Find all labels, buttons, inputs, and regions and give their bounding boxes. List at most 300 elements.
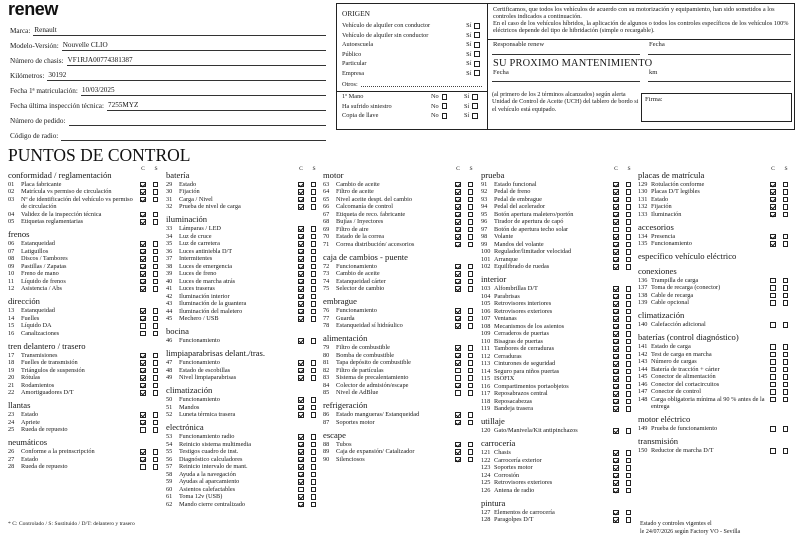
item-label: Líquido DA bbox=[21, 322, 52, 329]
c-checkbox bbox=[455, 182, 461, 188]
section-title: interior bbox=[481, 274, 507, 284]
item-label: Estanqueidad bbox=[21, 240, 55, 247]
c-checkbox bbox=[613, 212, 619, 218]
item-label: Luneta térmica trasera bbox=[179, 411, 236, 418]
item-checkboxes bbox=[613, 293, 632, 300]
item-label: Soportes motor bbox=[336, 418, 375, 426]
item-number: 102 bbox=[481, 263, 491, 270]
checklist-section bbox=[481, 274, 636, 413]
item-number: 10 bbox=[8, 270, 15, 277]
item-number: 63 bbox=[323, 180, 330, 188]
yes-checkbox bbox=[474, 70, 480, 76]
c-checkbox bbox=[455, 271, 461, 277]
c-checkbox bbox=[298, 301, 304, 307]
checklist-item bbox=[166, 448, 321, 456]
c-checkbox bbox=[613, 465, 619, 471]
item-checkboxes bbox=[613, 375, 632, 382]
item-number: 79 bbox=[323, 344, 330, 351]
item-checkboxes bbox=[613, 345, 632, 352]
c-checkbox bbox=[770, 344, 776, 350]
item-checkboxes bbox=[455, 233, 474, 240]
item-checkboxes bbox=[770, 373, 789, 380]
item-checkboxes bbox=[770, 292, 789, 299]
item-number: 126 bbox=[481, 486, 491, 494]
checklist-item bbox=[481, 398, 636, 406]
item-checkboxes bbox=[298, 374, 317, 381]
item-label: Chasis bbox=[494, 449, 511, 456]
origen-question-no bbox=[431, 92, 447, 102]
section-title: caja de cambios - puente bbox=[323, 251, 408, 262]
item-label: Estanqueidad sí hidráulico bbox=[336, 322, 403, 329]
origen-option-yes bbox=[466, 59, 480, 69]
item-label: Cable de recarga bbox=[651, 291, 694, 299]
c-checkbox bbox=[298, 249, 304, 255]
checklist-item bbox=[323, 322, 478, 330]
item-label: Amortiguadores D/T bbox=[21, 389, 74, 396]
checklist-item bbox=[8, 456, 163, 464]
item-checkboxes bbox=[298, 188, 317, 195]
vehicle-field-label: Marca: bbox=[10, 27, 31, 35]
origen-question-label: Copia de llave bbox=[342, 112, 379, 119]
item-number: 17 bbox=[8, 351, 15, 359]
c-checkbox bbox=[613, 406, 619, 412]
item-checkboxes bbox=[298, 203, 317, 210]
item-checkboxes bbox=[455, 263, 474, 270]
checklist-item bbox=[166, 337, 321, 345]
check-header bbox=[770, 165, 789, 173]
item-checkboxes bbox=[298, 471, 317, 478]
checklist-section bbox=[323, 333, 478, 397]
c-checkbox bbox=[613, 354, 619, 360]
s-checkbox bbox=[311, 442, 317, 448]
checklist-item bbox=[481, 457, 636, 465]
origen-question bbox=[337, 111, 487, 121]
item-checkboxes bbox=[455, 226, 474, 233]
otros-field bbox=[342, 80, 482, 89]
item-checkboxes bbox=[455, 181, 474, 188]
c-checkbox bbox=[298, 316, 304, 322]
item-checkboxes bbox=[298, 367, 317, 374]
s-checkbox bbox=[153, 249, 159, 255]
item-number: 24 bbox=[8, 418, 15, 426]
checklist-item bbox=[481, 293, 636, 301]
s-checkbox bbox=[153, 219, 159, 225]
checklist-item bbox=[323, 352, 478, 360]
item-label: Matrícula vs permiso de circulación bbox=[21, 188, 112, 195]
item-label: Caja de expansión/ Catalizador bbox=[336, 448, 415, 455]
item-label: Estado de escobillas bbox=[179, 366, 231, 374]
c-checkbox bbox=[613, 219, 619, 225]
c-checkbox bbox=[140, 197, 146, 203]
c-checkbox bbox=[613, 309, 619, 315]
item-label: Fuelles bbox=[21, 314, 40, 322]
item-checkboxes bbox=[613, 323, 632, 330]
section-title: climatización bbox=[638, 310, 685, 320]
item-checkboxes bbox=[455, 278, 474, 285]
item-label: Mecanismos de los asientos bbox=[494, 322, 565, 330]
item-label: Antena de radio bbox=[494, 486, 535, 494]
origen-panel bbox=[337, 4, 488, 129]
origen-option bbox=[337, 69, 487, 79]
c-checkbox bbox=[455, 316, 461, 322]
page-title: PUNTOS DE CONTROL bbox=[8, 145, 191, 165]
s-checkbox bbox=[153, 420, 159, 426]
item-number: 88 bbox=[323, 440, 330, 448]
c-checkbox bbox=[770, 197, 776, 203]
c-checkbox bbox=[140, 360, 146, 366]
c-checkbox bbox=[298, 442, 304, 448]
item-label: Validez de la inspección técnica bbox=[21, 210, 102, 218]
checklist-item bbox=[166, 411, 321, 419]
c-checkbox bbox=[455, 360, 461, 366]
item-checkboxes bbox=[298, 486, 317, 493]
checklist-item bbox=[481, 263, 636, 271]
origen-question-yes bbox=[464, 92, 478, 102]
checklist-section bbox=[638, 222, 793, 248]
item-checkboxes bbox=[613, 449, 632, 456]
section-title: bocina bbox=[166, 326, 189, 336]
checklist-item bbox=[323, 233, 478, 241]
checklist-item bbox=[323, 226, 478, 234]
s-checkbox bbox=[153, 368, 159, 374]
c-checkbox bbox=[298, 182, 304, 188]
checklist-section bbox=[481, 498, 636, 524]
s-checkbox bbox=[311, 405, 317, 411]
item-checkboxes bbox=[770, 396, 789, 403]
c-checkbox bbox=[298, 434, 304, 440]
item-number: 128 bbox=[481, 516, 491, 523]
vehicle-field-label: Modelo-Versión: bbox=[10, 42, 59, 50]
checklist-section bbox=[166, 214, 321, 323]
item-number: 28 bbox=[8, 463, 15, 470]
check-header-s: S bbox=[784, 166, 788, 172]
item-number: 134 bbox=[638, 232, 648, 240]
item-label: Estado bbox=[179, 180, 197, 188]
checklist-section bbox=[481, 416, 636, 435]
checklist-item bbox=[166, 501, 321, 509]
item-number: 27 bbox=[8, 455, 15, 463]
item-number: 54 bbox=[166, 440, 173, 448]
c-checkbox bbox=[140, 189, 146, 195]
item-checkboxes bbox=[298, 404, 317, 411]
s-checkbox bbox=[153, 256, 159, 262]
no-label: No bbox=[431, 102, 439, 110]
s-checkbox bbox=[783, 189, 789, 195]
s-checkbox bbox=[783, 300, 789, 306]
checklist-section bbox=[8, 437, 163, 471]
check-header-s: S bbox=[154, 166, 158, 172]
c-checkbox bbox=[613, 488, 619, 494]
item-label: Trampilla de carga bbox=[651, 276, 699, 284]
item-number: 83 bbox=[323, 374, 330, 381]
c-checkbox bbox=[455, 353, 461, 359]
item-label: Freno de mano bbox=[21, 270, 59, 277]
item-number: 124 bbox=[481, 471, 491, 479]
s-checkbox bbox=[153, 412, 159, 418]
s-checkbox bbox=[311, 375, 317, 381]
check-header-s: S bbox=[312, 166, 316, 172]
item-label: Prueba de funcionamiento bbox=[651, 425, 718, 432]
s-checkbox bbox=[783, 359, 789, 365]
c-checkbox bbox=[770, 189, 776, 195]
c-checkbox bbox=[613, 331, 619, 337]
checklist-item bbox=[323, 270, 478, 278]
checklist-item bbox=[166, 374, 321, 382]
s-checkbox bbox=[468, 271, 474, 277]
section-title: accesorios bbox=[638, 221, 674, 232]
s-checkbox bbox=[311, 360, 317, 366]
checklist-section bbox=[638, 266, 793, 307]
item-checkboxes bbox=[140, 307, 159, 314]
item-label: Fijación bbox=[651, 203, 672, 210]
c-checkbox bbox=[770, 389, 776, 395]
checklist-section bbox=[8, 229, 163, 293]
checklist-item bbox=[323, 307, 478, 315]
c-checkbox bbox=[455, 189, 461, 195]
item-checkboxes bbox=[140, 181, 159, 188]
item-number: 07 bbox=[8, 247, 15, 255]
c-checkbox bbox=[455, 457, 461, 463]
origen-question bbox=[337, 102, 487, 112]
s-checkbox bbox=[626, 346, 632, 352]
checklist-item bbox=[481, 353, 636, 361]
origen-option-label: Particular bbox=[342, 60, 367, 67]
s-checkbox bbox=[153, 323, 159, 329]
c-checkbox bbox=[140, 286, 146, 292]
c-checkbox bbox=[298, 271, 304, 277]
s-checkbox bbox=[311, 479, 317, 485]
item-label: Funcionamiento bbox=[336, 307, 377, 314]
c-checkbox bbox=[298, 375, 304, 381]
item-label: Rodamientos bbox=[21, 381, 55, 389]
checklist-section bbox=[638, 310, 793, 329]
s-checkbox bbox=[311, 472, 317, 478]
item-label: Canalizaciones bbox=[21, 329, 60, 337]
checklist-item bbox=[8, 382, 163, 390]
vehicle-field bbox=[10, 81, 326, 96]
item-checkboxes bbox=[298, 433, 317, 440]
item-number: 16 bbox=[8, 329, 15, 337]
item-checkboxes bbox=[140, 240, 159, 247]
checklist-item bbox=[166, 471, 321, 479]
vehicle-field bbox=[10, 21, 326, 36]
vehicle-field-label: Kilómetros: bbox=[10, 72, 45, 80]
section-title: baterías (control diagnóstico) bbox=[638, 332, 739, 342]
s-checkbox bbox=[311, 182, 317, 188]
c-checkbox bbox=[613, 249, 619, 255]
no-checkbox bbox=[442, 94, 448, 100]
responsable-date-label: Fecha bbox=[649, 41, 665, 48]
yes-label: Sí bbox=[464, 102, 470, 110]
item-label: Cable opcional bbox=[651, 299, 689, 306]
checklist-item bbox=[166, 486, 321, 494]
item-number: 22 bbox=[8, 389, 15, 396]
item-checkboxes bbox=[298, 263, 317, 270]
item-label: Luces traseras bbox=[179, 285, 215, 292]
s-checkbox bbox=[783, 389, 789, 395]
item-checkboxes bbox=[770, 381, 789, 388]
c-checkbox bbox=[770, 448, 776, 454]
signature-box bbox=[641, 93, 792, 122]
item-number: 146 bbox=[638, 380, 648, 388]
s-checkbox bbox=[311, 316, 317, 322]
c-checkbox bbox=[455, 368, 461, 374]
item-number: 107 bbox=[481, 315, 491, 322]
checklist-section bbox=[323, 296, 478, 330]
checklist-item bbox=[8, 426, 163, 434]
maintenance-date-label: Fecha bbox=[493, 69, 509, 76]
c-checkbox bbox=[455, 449, 461, 455]
item-label: Luces de emergencia bbox=[179, 262, 233, 270]
s-checkbox bbox=[783, 285, 789, 291]
s-checkbox bbox=[626, 488, 632, 494]
vehicle-field bbox=[10, 36, 326, 51]
item-number: 08 bbox=[8, 255, 15, 262]
renew-logo: renew bbox=[8, 0, 59, 19]
item-label: Funcionamiento bbox=[179, 396, 220, 403]
item-number: 99 bbox=[481, 240, 488, 248]
item-number: 06 bbox=[8, 240, 15, 247]
certificate-panel bbox=[488, 4, 794, 129]
item-checkboxes bbox=[298, 463, 317, 470]
s-checkbox bbox=[468, 457, 474, 463]
s-checkbox bbox=[468, 449, 474, 455]
section-title: refrigeración bbox=[323, 400, 368, 410]
checklist-item bbox=[638, 277, 793, 285]
checklist-item bbox=[166, 441, 321, 449]
item-checkboxes bbox=[613, 196, 632, 203]
item-checkboxes bbox=[770, 211, 789, 218]
c-checkbox bbox=[455, 264, 461, 270]
c-checkbox bbox=[140, 316, 146, 322]
item-number: 93 bbox=[481, 195, 488, 203]
checklist-section bbox=[8, 170, 163, 226]
item-checkboxes bbox=[140, 411, 159, 418]
check-header-s: S bbox=[469, 166, 473, 172]
vehicle-field-value: Renault bbox=[33, 26, 326, 36]
checklist-item bbox=[166, 181, 321, 189]
checklist-column-3 bbox=[323, 166, 478, 463]
item-label: Tambores de cerraduras bbox=[494, 345, 555, 352]
checklist-item bbox=[481, 487, 636, 495]
section-title: frenos bbox=[8, 229, 30, 239]
s-checkbox bbox=[626, 450, 632, 456]
item-label: Batería de tracción + cárter bbox=[651, 365, 720, 373]
item-label: Bisagras de puertas bbox=[494, 337, 543, 345]
item-number: 148 bbox=[638, 395, 648, 403]
item-checkboxes bbox=[613, 390, 632, 397]
s-checkbox bbox=[626, 264, 632, 270]
s-checkbox bbox=[153, 182, 159, 188]
no-label: No bbox=[431, 112, 439, 119]
item-number: 87 bbox=[323, 418, 330, 426]
item-checkboxes bbox=[455, 211, 474, 218]
item-label: Cambio de aceite bbox=[336, 270, 380, 277]
item-checkboxes bbox=[770, 425, 789, 432]
s-checkbox bbox=[153, 464, 159, 470]
item-checkboxes bbox=[613, 285, 632, 292]
section-title: dirección bbox=[8, 296, 40, 306]
item-checkboxes bbox=[140, 463, 159, 470]
section-title: motor bbox=[323, 169, 344, 180]
no-label: No bbox=[431, 93, 439, 100]
maintenance-note: (al primero de los 2 términos alcanzados) según alerta Unidad de Control de Aceite (UCH) del tablero de bordo si el vehículo está equipado. bbox=[492, 91, 639, 113]
item-number: 114 bbox=[481, 367, 491, 375]
origen-question-no bbox=[431, 111, 447, 121]
item-label: Equilibrado de ruedas bbox=[494, 263, 550, 270]
item-label: Cinturones de seguridad bbox=[494, 360, 556, 367]
item-checkboxes bbox=[455, 382, 474, 389]
section-title: iluminación bbox=[166, 214, 208, 224]
checklist-item bbox=[481, 427, 636, 435]
c-checkbox bbox=[770, 382, 776, 388]
s-checkbox bbox=[311, 249, 317, 255]
item-checkboxes bbox=[140, 367, 159, 374]
section-title: embrague bbox=[323, 296, 357, 306]
c-checkbox bbox=[140, 308, 146, 314]
item-number: 136 bbox=[638, 276, 648, 284]
item-label: Testigos cuadro de inst. bbox=[179, 448, 239, 455]
vehicle-field-value: 30192 bbox=[47, 71, 326, 81]
checklist-item bbox=[481, 226, 636, 234]
item-label: Alfombrillas D/T bbox=[494, 285, 538, 292]
item-checkboxes bbox=[298, 225, 317, 232]
s-checkbox bbox=[468, 375, 474, 381]
footer-validity-line-2: le 24/07/2026 según Factory VO - Sevilla bbox=[640, 528, 741, 535]
item-number: 145 bbox=[638, 373, 648, 380]
item-number: 41 bbox=[166, 285, 173, 292]
item-number: 147 bbox=[638, 388, 648, 395]
item-number: 58 bbox=[166, 470, 173, 478]
s-checkbox bbox=[468, 279, 474, 285]
c-checkbox bbox=[613, 242, 619, 248]
item-number: 108 bbox=[481, 322, 491, 330]
signature-label: Firma: bbox=[645, 96, 663, 103]
responsable-field bbox=[492, 41, 640, 55]
s-checkbox bbox=[783, 448, 789, 454]
c-checkbox bbox=[298, 264, 304, 270]
item-checkboxes bbox=[613, 203, 632, 210]
s-checkbox bbox=[783, 212, 789, 218]
item-label: Carga / Nivel bbox=[179, 195, 213, 203]
item-number: 113 bbox=[481, 360, 491, 367]
item-checkboxes bbox=[298, 396, 317, 403]
vehicle-field-value bbox=[69, 117, 327, 126]
c-checkbox bbox=[298, 494, 304, 500]
checklist-item bbox=[638, 292, 793, 300]
item-number: 59 bbox=[166, 478, 173, 485]
section-title: carrocería bbox=[481, 438, 516, 448]
checklist-item bbox=[8, 188, 163, 196]
c-checkbox bbox=[455, 279, 461, 285]
c-checkbox bbox=[613, 361, 619, 367]
item-checkboxes bbox=[140, 211, 159, 218]
s-checkbox bbox=[626, 301, 632, 307]
checklist-item bbox=[8, 278, 163, 286]
item-label: Líquido de frenos bbox=[21, 277, 66, 285]
s-checkbox bbox=[626, 242, 632, 248]
s-checkbox bbox=[626, 234, 632, 240]
item-label: Pedal de embrague bbox=[494, 195, 542, 203]
item-checkboxes bbox=[140, 322, 159, 329]
item-checkboxes bbox=[140, 315, 159, 322]
item-number: 75 bbox=[323, 285, 330, 292]
item-checkboxes bbox=[613, 368, 632, 375]
item-label: Ayudas al aparcamiento bbox=[179, 478, 240, 485]
c-checkbox bbox=[613, 294, 619, 300]
item-number: 96 bbox=[481, 218, 488, 225]
s-checkbox bbox=[626, 406, 632, 412]
